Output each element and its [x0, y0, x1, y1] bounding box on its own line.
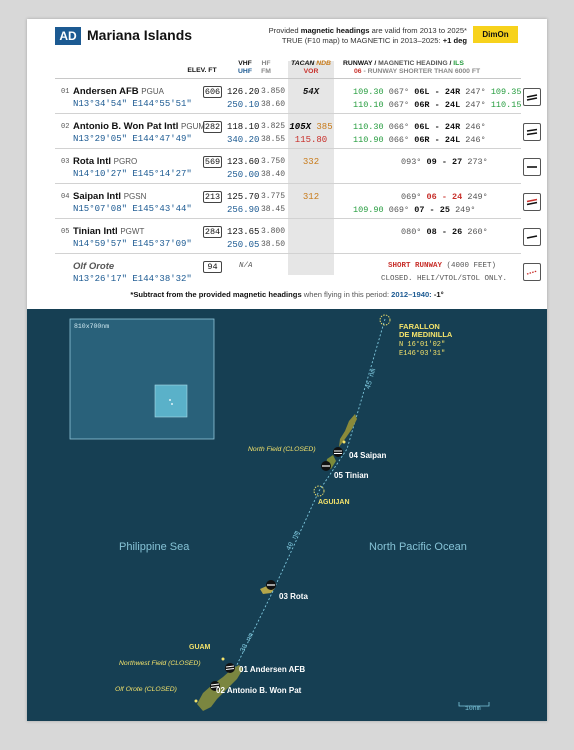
fm-freq: 38.55 — [261, 135, 286, 144]
dimon-button[interactable]: DimOn — [473, 26, 518, 43]
vhf-freq: 123.65 — [227, 227, 260, 237]
north-pacific-label: North Pacific Ocean — [369, 541, 467, 553]
airport-name: Andersen AFB PGUA — [73, 86, 164, 97]
uhf-freq: 256.90 — [227, 205, 260, 215]
col-runway: RUNWAY / MAGNETIC HEADING / ILS — [343, 60, 464, 67]
aguijan-label: AGUIJAN — [318, 499, 350, 506]
runway-line-2: 110.10 067° 06R - 24L 247° 110.15 — [353, 100, 522, 110]
ndb-freq: 312 — [302, 192, 320, 202]
rota-label: 03 Rota — [279, 592, 308, 601]
footnote: *Subtract from the provided magnetic headings when flying in this period: 2012–1940: -1° — [130, 290, 444, 299]
guam-label: GUAM — [189, 644, 211, 651]
fm-freq: 38.60 — [261, 100, 286, 109]
tinian-label: 05 Tinian — [334, 471, 369, 480]
farallon-label: FARALLON DE MEDINILLA — [399, 322, 453, 339]
inset-map-box — [70, 319, 214, 439]
north-field-label: North Field (CLOSED) — [248, 446, 316, 453]
airport-coord: N13°26′17″ E144°38′32″ — [73, 274, 192, 284]
airport-num: 04 — [61, 193, 70, 201]
vhf-freq: 118.10 — [227, 122, 260, 132]
airport-coord: N14°10′27″ E145°14′27″ — [73, 169, 192, 179]
philippine-sea-label: Philippine Sea — [119, 541, 190, 553]
tacan-ndb: 105X 385 — [289, 122, 333, 132]
runway-diagram-icon[interactable] — [523, 88, 541, 106]
vhf-freq: 123.60 — [227, 157, 260, 167]
fm-freq: 38.40 — [261, 170, 286, 179]
olf-orote-dot — [195, 700, 198, 703]
airport-elev: 606 — [204, 87, 221, 97]
hf-freq: 3.750 — [261, 157, 286, 166]
col-tacan-ndb: TACAN NDB — [291, 60, 331, 67]
leg-label-45: 45 nm — [364, 367, 379, 391]
airport-row-rota[interactable] — [55, 150, 521, 184]
saipan-airport-marker — [333, 447, 343, 457]
airport-name: Rota Intl PGRO — [73, 156, 138, 167]
tinian-airport-marker — [321, 461, 331, 471]
airport-row-tinian[interactable] — [55, 220, 521, 254]
airport-name: Antonio B. Won Pat Intl PGUM — [73, 121, 206, 132]
vhf-freq: 126.20 — [227, 87, 260, 97]
airport-num: 02 — [61, 123, 70, 131]
inset-highlight-box — [155, 385, 187, 417]
header-note: Provided magnetic headings are valid from 2013 to 2025* TRUE (F10 map) to MAGNETIC in 2013–2025: +1 deg — [268, 26, 467, 45]
chart-page — [27, 19, 547, 721]
airport-name: Tinian Intl PGWT — [73, 226, 145, 237]
ndb-freq: 332 — [302, 157, 320, 167]
farallon-coord: N 16°01′02″ E146°03′31″ — [399, 341, 446, 358]
col-fm: FM — [261, 68, 271, 75]
won-pat-label: 02 Antonio B. Won Pat — [216, 686, 302, 695]
saipan-island — [339, 414, 357, 447]
leg-label-30: 30 nm — [239, 631, 256, 655]
airport-row-olf-orote[interactable] — [55, 255, 521, 289]
ad-badge: AD — [55, 27, 81, 45]
col-uhf: UHF — [238, 68, 252, 75]
col-elev: ELEV. FT — [187, 67, 217, 74]
remark-line-2: CLOSED. HELI/VTOL/STOL ONLY. — [381, 275, 508, 283]
airport-coord: N15°07′08″ E145°43′44″ — [73, 204, 192, 214]
airport-coord: N14°59′57″ E145°37′09″ — [73, 239, 192, 249]
runway-line-1: 110.30 066° 06L - 24R 246° — [353, 122, 486, 132]
hf-freq: 3.850 — [261, 87, 286, 96]
runway-diagram-icon[interactable] — [523, 123, 541, 141]
col-vhf: VHF — [238, 60, 252, 67]
airport-elev: 284 — [204, 227, 221, 237]
airport-elev: 569 — [204, 157, 221, 167]
col-short-note: 06 - RUNWAY SHORTER THAN 6000 FT — [354, 68, 481, 75]
runway-diagram-icon[interactable] — [523, 158, 541, 176]
hf-freq: 3.775 — [261, 192, 286, 201]
olf-orote-label: Olf Orote (CLOSED) — [115, 686, 177, 693]
scale-label: 10nm — [465, 705, 481, 712]
runway-diagram-icon[interactable] — [523, 193, 541, 211]
uhf-freq: 340.20 — [227, 135, 260, 145]
airport-row-saipan[interactable] — [55, 185, 521, 219]
northwest-field-dot — [222, 658, 225, 661]
vor-freq: 115.80 — [294, 135, 328, 145]
tacan-channel: 54X — [302, 87, 320, 97]
col-hf: HF — [261, 60, 271, 67]
header-divider — [55, 78, 521, 79]
northwest-field-label: Northwest Field (CLOSED) — [119, 660, 201, 667]
airport-num: 01 — [61, 88, 70, 96]
andersen-airport-marker — [225, 663, 235, 673]
uhf-freq: 250.10 — [227, 100, 260, 110]
runway-line-1: 109.30 067° 06L - 24R 247° 109.35 — [353, 87, 522, 97]
hf-freq: 3.825 — [261, 122, 286, 131]
runway-line-1: 093° 09 - 27 273° — [401, 157, 488, 167]
hf-freq: 3.800 — [261, 227, 286, 236]
uhf-freq: 250.05 — [227, 240, 260, 250]
airport-name: Saipan Intl PGSN — [73, 191, 147, 202]
map-canvas — [27, 309, 547, 721]
uhf-freq: 250.00 — [227, 170, 260, 180]
rota-airport-marker — [266, 580, 276, 590]
runway-diagram-icon[interactable] — [523, 263, 541, 281]
runway-line-1: 069° 06 - 24 249° — [401, 192, 488, 202]
saipan-label: 04 Saipan — [349, 451, 387, 460]
airport-elev: 282 — [204, 122, 221, 132]
airport-name: Olf Orote — [73, 261, 115, 272]
airport-coord: N13°29′05″ E144°47′49″ — [73, 134, 192, 144]
andersen-label: 01 Andersen AFB — [239, 665, 306, 674]
runway-line-1: 080° 08 - 26 260° — [401, 227, 488, 237]
col-vor: VOR — [303, 68, 319, 75]
north-field-dot — [343, 441, 346, 444]
airport-coord: N13°34′54″ E144°55′51″ — [73, 99, 192, 109]
runway-line-2: 109.90 069° 07 - 25 249° — [353, 205, 476, 215]
area-map[interactable] — [27, 309, 547, 721]
vhf-freq: 125.70 — [227, 192, 260, 202]
runway-diagram-icon[interactable] — [523, 228, 541, 246]
fm-freq: 38.50 — [261, 240, 286, 249]
airport-row-won-pat[interactable] — [55, 115, 521, 149]
remark-line-1: SHORT RUNWAY (4000 FEET) — [388, 262, 497, 270]
freq-na: N/A — [239, 262, 253, 270]
header — [27, 19, 547, 55]
airport-num: 03 — [61, 158, 70, 166]
airport-elev: 213 — [204, 192, 221, 202]
fm-freq: 38.45 — [261, 205, 286, 214]
route-line — [230, 319, 385, 679]
page-title: Mariana Islands — [87, 27, 193, 43]
leg-label-40: 40 nm — [285, 529, 302, 553]
airport-elev: 94 — [203, 261, 222, 273]
inset-label: 810x700nm — [74, 323, 110, 330]
runway-line-2: 110.90 066° 06R - 24L 246° — [353, 135, 486, 145]
airport-row-andersen[interactable] — [55, 80, 521, 114]
airport-num: 05 — [61, 228, 70, 236]
